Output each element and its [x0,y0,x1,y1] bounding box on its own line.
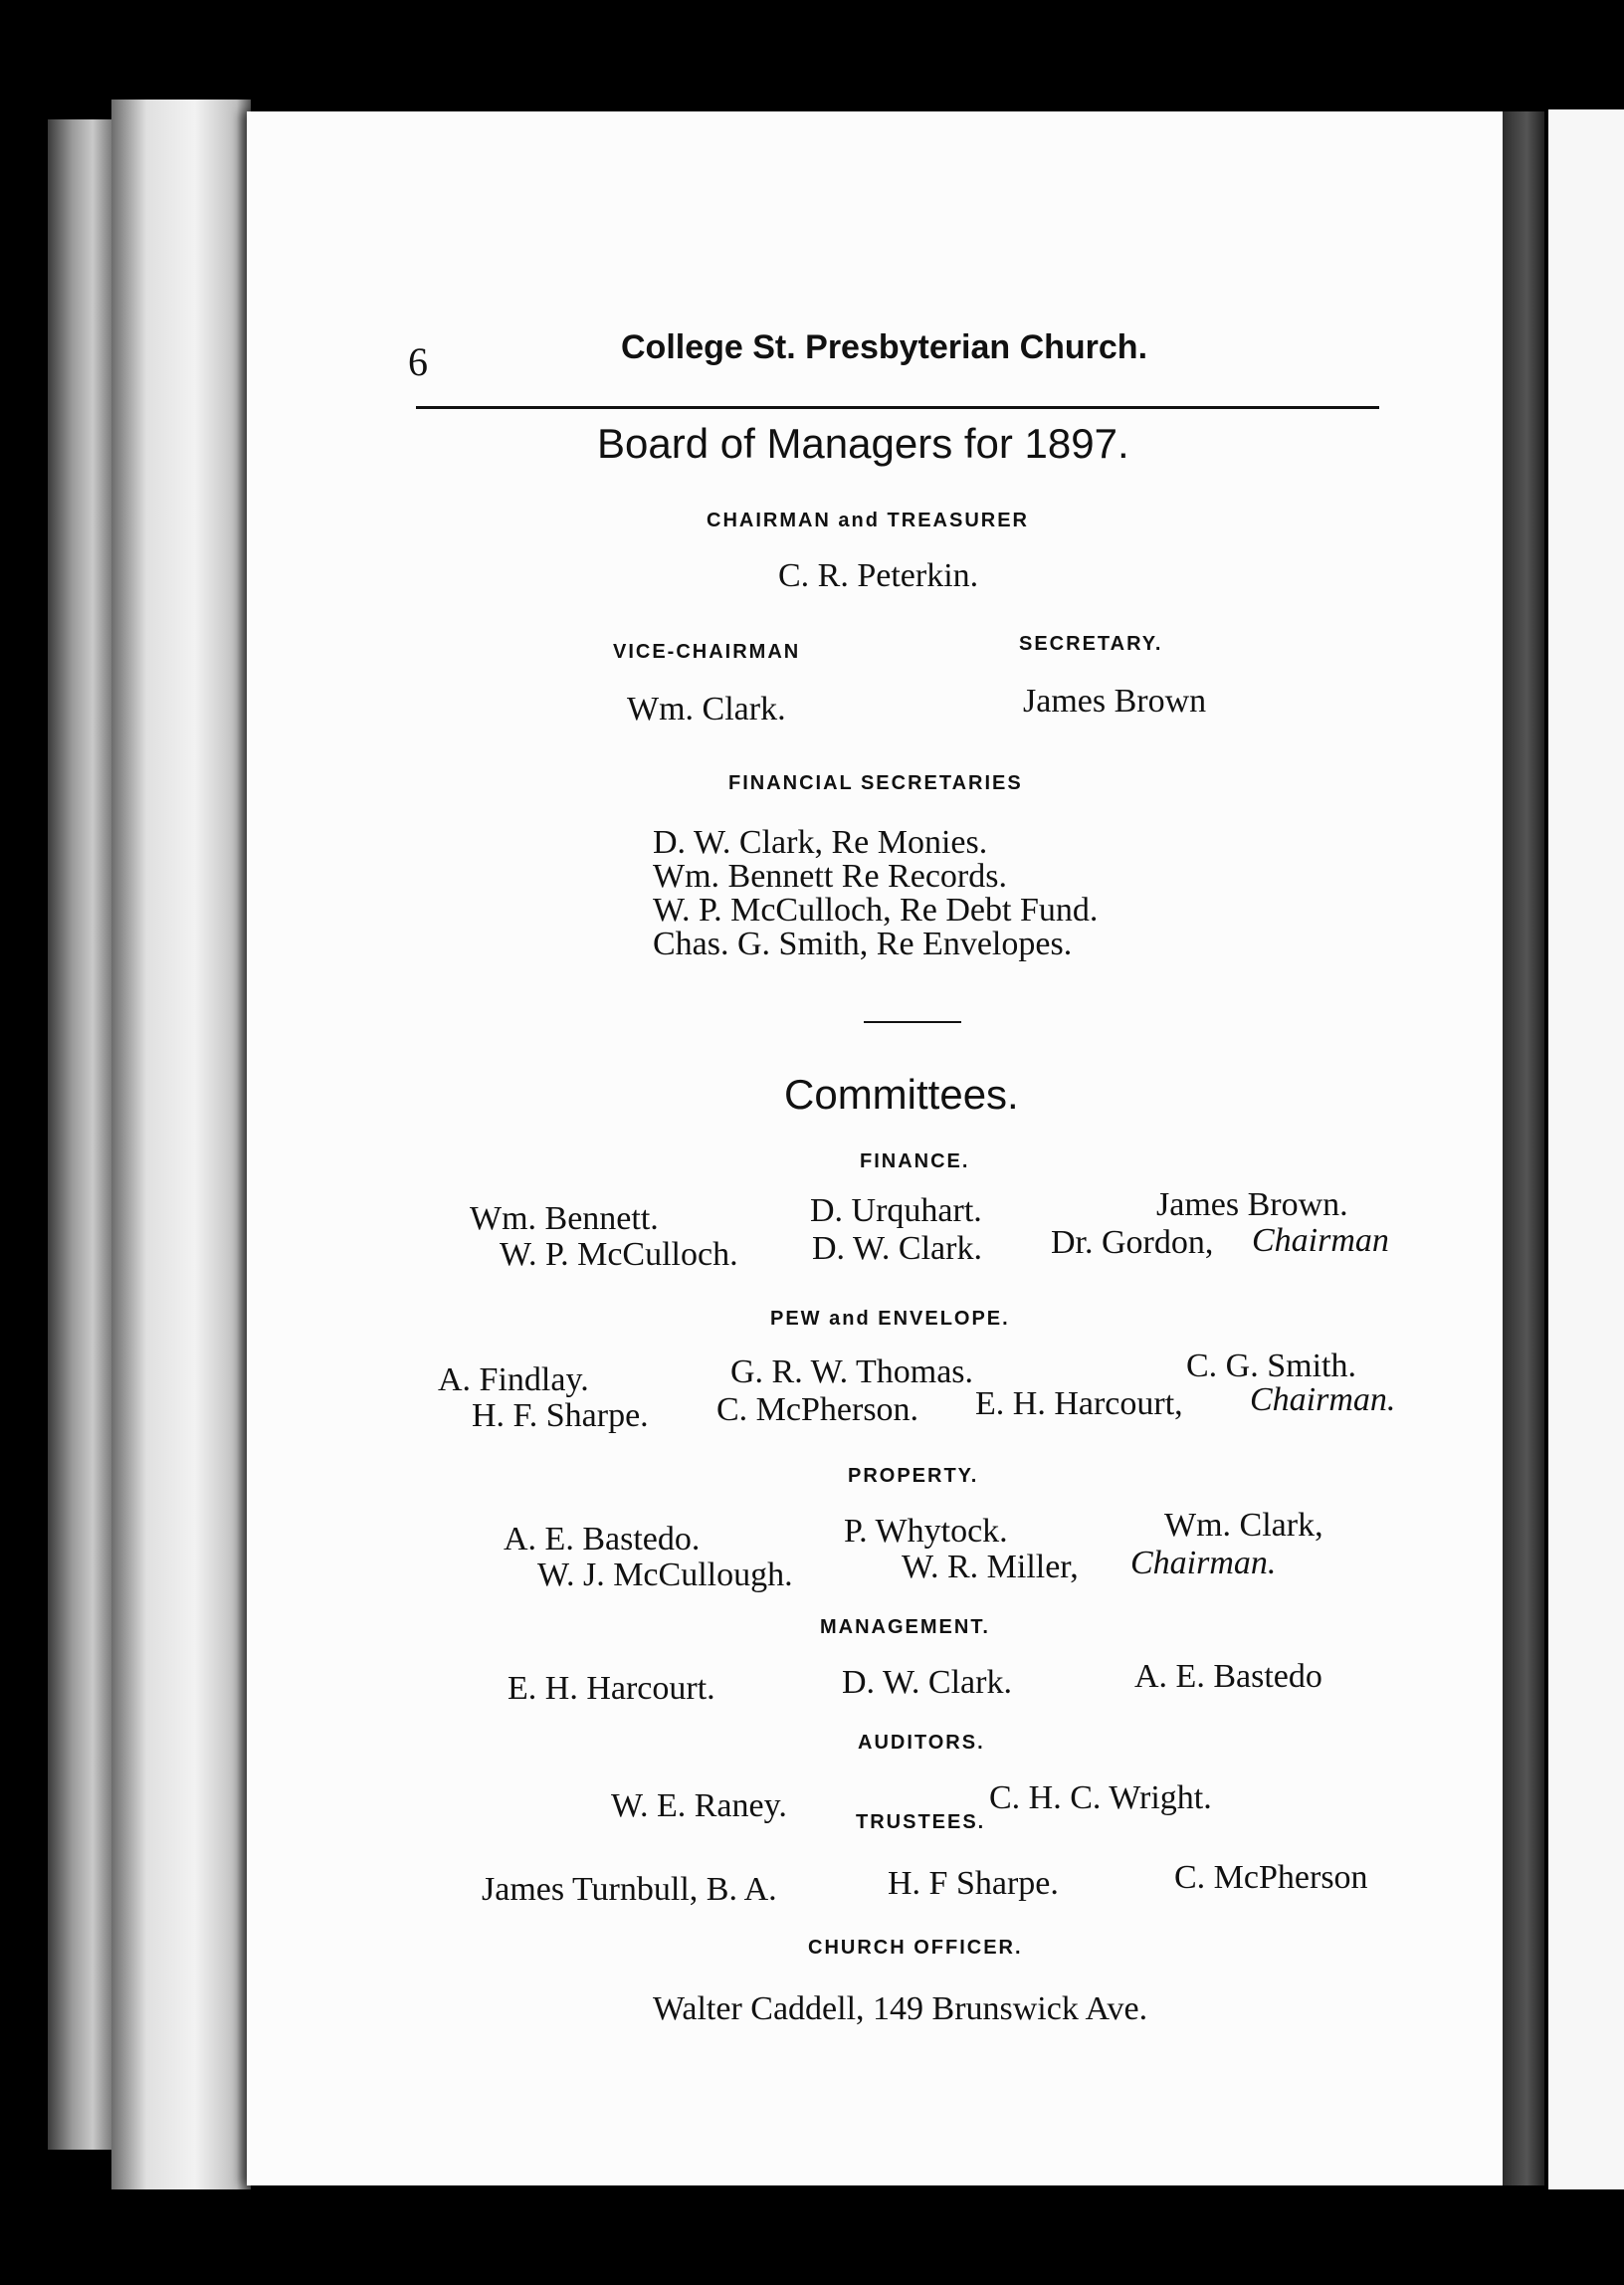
committees-title: Committees. [784,1071,1019,1118]
church-officer-label: CHURCH OFFICER. [808,1937,1023,1959]
header-rule [416,406,1379,409]
committee-member: E. H. Harcourt, [975,1385,1183,1422]
committee-member: Wm. Bennett. [470,1200,659,1237]
financial-secretary: Chas. G. Smith, Re Envelopes. [653,926,1073,962]
committee-member: P. Whytock. [844,1513,1008,1550]
financial-secretary: D. W. Clark, Re Monies. [653,824,988,861]
page-number: 6 [408,339,428,384]
committee-member: C. McPherson [1174,1859,1368,1896]
vice-chairman-label: VICE-CHAIRMAN [613,641,801,663]
committee-member: C. H. C. Wright. [989,1779,1212,1816]
committee-member: D. W. Clark. [812,1230,982,1267]
trustees-label: TRUSTEES. [856,1811,986,1833]
committee-member: E. H. Harcourt. [508,1670,715,1707]
committee-member: James Turnbull, B. A. [482,1871,777,1908]
committee-member: W. R. Miller, [902,1549,1079,1585]
committee-member: Dr. Gordon, [1051,1224,1214,1261]
committee-member: G. R. W. Thomas. [730,1353,974,1390]
auditors-label: AUDITORS. [858,1732,985,1754]
financial-secretary: W. P. McCulloch, Re Debt Fund. [653,892,1099,929]
secretary-label: SECRETARY. [1019,633,1163,655]
committee-member: W. J. McCullough. [537,1557,793,1593]
committee-member: A. Findlay. [438,1361,589,1398]
chairman-designation: Chairman [1252,1222,1389,1259]
committee-member: C. G. Smith. [1186,1348,1356,1384]
vice-chairman-name: Wm. Clark. [627,691,786,727]
pew-envelope-label: PEW and ENVELOPE. [770,1308,1010,1330]
committee-member: H. F Sharpe. [888,1865,1059,1902]
secretary-name: James Brown [1023,683,1207,720]
committee-member: James Brown. [1156,1186,1348,1223]
chairman-name: C. R. Peterkin. [778,557,979,594]
committee-member: D. Urquhart. [810,1192,982,1229]
committee-member: W. E. Raney. [611,1787,787,1824]
financial-secretary: Wm. Bennett Re Records. [653,858,1007,895]
financial-secretaries-label: FINANCIAL SECRETARIES [728,772,1023,794]
chairman-label: CHAIRMAN and TREASURER [707,510,1029,531]
page-stack-edge [111,100,251,2189]
next-page-sliver [1548,109,1624,2189]
committee-member: C. McPherson. [716,1391,919,1428]
committee-member: A. E. Bastedo. [504,1521,701,1558]
chairman-designation: Chairman. [1130,1545,1277,1581]
committee-member: W. P. McCulloch. [500,1236,738,1273]
property-label: PROPERTY. [848,1465,979,1487]
document-page [247,111,1503,2185]
finance-label: FINANCE. [860,1150,970,1172]
chairman-designation: Chairman. [1250,1381,1396,1418]
section-divider [864,1021,961,1023]
page-shadow [1501,111,1544,2185]
committee-member: D. W. Clark. [842,1664,1012,1701]
committee-member: Wm. Clark, [1164,1507,1323,1544]
management-label: MANAGEMENT. [820,1616,990,1638]
committee-member: H. F. Sharpe. [472,1397,649,1434]
running-title: College St. Presbyterian Church. [621,328,1148,366]
committee-member: A. E. Bastedo [1134,1658,1322,1695]
church-officer-name: Walter Caddell, 149 Brunswick Ave. [653,1990,1148,2027]
board-title: Board of Managers for 1897. [597,420,1129,467]
